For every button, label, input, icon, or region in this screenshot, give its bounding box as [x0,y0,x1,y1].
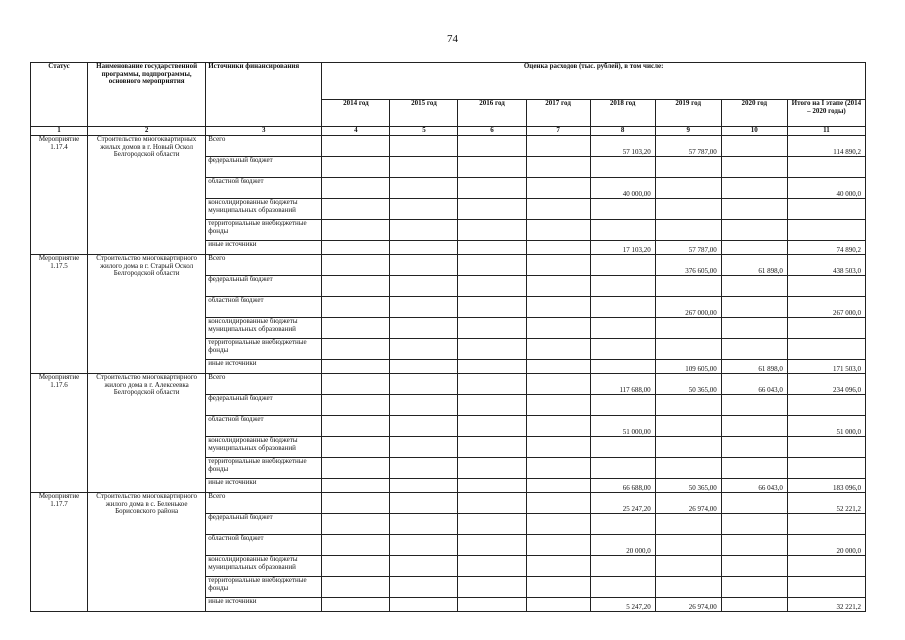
amount-cell [458,199,526,220]
amount-cell [655,318,721,339]
amount-cell [590,318,655,339]
status-cell: Мероприятие 1.17.7 [31,493,88,612]
header-year: 2018 год [590,100,655,127]
amount-cell [787,318,865,339]
amount-cell [390,395,458,416]
funding-source-cell: иные источники [206,598,322,612]
amount-cell [655,339,721,360]
amount-cell [322,374,390,395]
amount-cell [526,199,590,220]
amount-cell [655,276,721,297]
amount-cell [526,493,590,514]
amount-cell: 61 898,0 [721,360,787,374]
amount-cell [458,479,526,493]
amount-cell [526,220,590,241]
amount-cell [390,514,458,535]
amount-cell: 66 043,0 [721,374,787,395]
amount-cell [721,556,787,577]
amount-cell [721,178,787,199]
amount-cell [590,437,655,458]
amount-cell [322,241,390,255]
amount-cell [458,339,526,360]
amount-cell: 117 688,00 [590,374,655,395]
amount-cell [787,458,865,479]
amount-cell [322,339,390,360]
amount-cell [526,297,590,318]
amount-cell [590,577,655,598]
amount-cell [322,318,390,339]
amount-cell [458,395,526,416]
funding-source-cell: территориальные внебюджетные фонды [206,458,322,479]
amount-cell [458,437,526,458]
column-number: 7 [526,127,590,136]
funding-source-cell: Всего [206,136,322,157]
amount-cell [721,577,787,598]
amount-cell [787,157,865,178]
amount-cell: 109 605,00 [655,360,721,374]
amount-cell [458,598,526,612]
funding-source-cell: территориальные внебюджетные фонды [206,220,322,241]
column-number: 10 [721,127,787,136]
amount-cell [590,220,655,241]
amount-cell: 57 787,00 [655,136,721,157]
amount-cell [458,220,526,241]
amount-cell [322,276,390,297]
amount-cell [721,136,787,157]
amount-cell [526,241,590,255]
column-number: 11 [787,127,865,136]
amount-cell [721,339,787,360]
amount-cell [655,395,721,416]
amount-cell [458,416,526,437]
amount-cell [390,493,458,514]
amount-cell [458,136,526,157]
funding-source-cell: консолидированные бюджеты муниципальных образований [206,318,322,339]
amount-cell [721,318,787,339]
amount-cell [322,577,390,598]
status-cell: Мероприятие 1.17.6 [31,374,88,493]
amount-cell: 5 247,20 [590,598,655,612]
funding-source-cell: консолидированные бюджеты муниципальных образований [206,437,322,458]
amount-cell [390,479,458,493]
amount-cell [390,598,458,612]
amount-cell: 183 096,0 [787,479,865,493]
column-number: 3 [206,127,322,136]
amount-cell [655,157,721,178]
amount-cell [458,458,526,479]
page-number: 74 [447,33,458,45]
funding-source-cell: областной бюджет [206,297,322,318]
amount-cell [526,577,590,598]
amount-cell [322,255,390,276]
expenditure-table [30,62,866,612]
amount-cell [322,598,390,612]
amount-cell [526,479,590,493]
header-year: 2017 год [526,100,590,127]
amount-cell [458,318,526,339]
amount-cell [390,437,458,458]
amount-cell: 17 103,20 [590,241,655,255]
amount-cell [655,577,721,598]
amount-cell: 171 503,0 [787,360,865,374]
amount-cell [721,416,787,437]
amount-cell: 51 000,0 [787,416,865,437]
amount-cell [787,395,865,416]
amount-cell [322,535,390,556]
amount-cell [590,276,655,297]
amount-cell [526,255,590,276]
amount-cell: 57 103,20 [590,136,655,157]
amount-cell [526,136,590,157]
column-number-row [31,127,866,136]
amount-cell [390,276,458,297]
amount-cell [590,556,655,577]
amount-cell [655,458,721,479]
amount-cell [787,437,865,458]
amount-cell [390,458,458,479]
amount-cell [390,374,458,395]
amount-cell [390,556,458,577]
amount-cell [458,297,526,318]
amount-cell [590,360,655,374]
amount-cell [590,199,655,220]
amount-cell [390,360,458,374]
amount-cell [526,374,590,395]
column-number: 4 [322,127,390,136]
amount-cell [458,241,526,255]
amount-cell [322,514,390,535]
amount-cell: 20 000,0 [787,535,865,556]
column-number: 9 [655,127,721,136]
amount-cell [721,276,787,297]
amount-cell [526,458,590,479]
amount-cell [322,157,390,178]
amount-cell [526,339,590,360]
funding-source-cell: Всего [206,255,322,276]
amount-cell [526,360,590,374]
amount-cell [655,556,721,577]
table-body [31,136,866,612]
amount-cell [526,276,590,297]
amount-cell: 57 787,00 [655,241,721,255]
amount-cell [526,535,590,556]
amount-cell: 40 000,00 [590,178,655,199]
amount-cell [390,157,458,178]
amount-cell: 114 890,2 [787,136,865,157]
measure-name-cell: Строительство многоквартирного жилого дома в г. Алексеевка Белгородской области [88,374,206,493]
amount-cell: 51 000,00 [590,416,655,437]
amount-cell [390,297,458,318]
amount-cell [721,297,787,318]
amount-cell: 52 221,2 [787,493,865,514]
amount-cell: 40 000,0 [787,178,865,199]
amount-cell [390,178,458,199]
amount-cell [787,199,865,220]
amount-cell [458,535,526,556]
amount-cell [721,437,787,458]
amount-cell [787,339,865,360]
amount-cell [590,157,655,178]
amount-cell [390,577,458,598]
amount-cell: 26 974,00 [655,598,721,612]
amount-cell [322,178,390,199]
amount-cell: 61 898,0 [721,255,787,276]
amount-cell [390,535,458,556]
amount-cell [655,178,721,199]
amount-cell [655,437,721,458]
amount-cell [390,199,458,220]
column-number: 5 [390,127,458,136]
amount-cell [390,255,458,276]
amount-cell [787,220,865,241]
funding-source-cell: территориальные внебюджетные фонды [206,339,322,360]
funding-source-cell: иные источники [206,360,322,374]
amount-cell [721,458,787,479]
amount-cell: 50 365,00 [655,374,721,395]
amount-cell [526,178,590,199]
column-number: 6 [458,127,526,136]
amount-cell: 25 247,20 [590,493,655,514]
amount-cell [721,395,787,416]
amount-cell: 267 000,00 [655,297,721,318]
status-cell: Мероприятие 1.17.5 [31,255,88,374]
amount-cell [390,318,458,339]
amount-cell [590,297,655,318]
amount-cell [526,598,590,612]
status-cell: Мероприятие 1.17.4 [31,136,88,255]
amount-cell: 74 890,2 [787,241,865,255]
amount-cell: 234 096,0 [787,374,865,395]
amount-cell [655,535,721,556]
funding-source-cell: федеральный бюджет [206,395,322,416]
funding-source-cell: Всего [206,374,322,395]
header-year: 2016 год [458,100,526,127]
header-year: 2014 год [322,100,390,127]
amount-cell [458,157,526,178]
funding-source-cell: федеральный бюджет [206,276,322,297]
amount-cell [721,514,787,535]
amount-cell [322,395,390,416]
funding-source-cell: консолидированные бюджеты муниципальных образований [206,556,322,577]
amount-cell [526,416,590,437]
amount-cell [322,493,390,514]
amount-cell [721,598,787,612]
amount-cell [655,220,721,241]
funding-source-cell: федеральный бюджет [206,514,322,535]
funding-source-cell: консолидированные бюджеты муниципальных образований [206,199,322,220]
amount-cell: 438 503,0 [787,255,865,276]
header-name: Наименование государственной программы, подпрограммы, основного мероприятия [88,63,206,127]
table-row [31,136,866,157]
amount-cell [458,276,526,297]
amount-cell [458,577,526,598]
amount-cell [526,514,590,535]
amount-cell [721,157,787,178]
funding-source-cell: иные источники [206,479,322,493]
amount-cell [655,416,721,437]
amount-cell: 376 605,00 [655,255,721,276]
amount-cell [721,241,787,255]
header-year-total: Итого на I этапе (2014 – 2020 годы) [787,100,865,127]
header-status: Статус [31,63,88,127]
amount-cell [390,136,458,157]
amount-cell [322,136,390,157]
funding-source-cell: областной бюджет [206,416,322,437]
header-row [31,63,866,100]
amount-cell [590,339,655,360]
header-estimate: Оценка расходов (тыс. рублей), в том числе: [322,63,866,100]
amount-cell [526,157,590,178]
amount-cell: 66 688,00 [590,479,655,493]
measure-name-cell: Строительство многоквартирного жилого дома в г. Старый Оскол Белгородской области [88,255,206,374]
amount-cell [526,318,590,339]
amount-cell [458,556,526,577]
funding-source-cell: федеральный бюджет [206,157,322,178]
amount-cell [655,514,721,535]
amount-cell [322,297,390,318]
amount-cell [322,437,390,458]
amount-cell [458,374,526,395]
amount-cell [458,493,526,514]
amount-cell [458,360,526,374]
amount-cell [721,199,787,220]
amount-cell [590,514,655,535]
funding-source-cell: областной бюджет [206,535,322,556]
amount-cell [322,416,390,437]
column-number: 1 [31,127,88,136]
amount-cell [655,199,721,220]
amount-cell [390,241,458,255]
header-year: 2015 год [390,100,458,127]
amount-cell: 26 974,00 [655,493,721,514]
funding-source-cell: иные источники [206,241,322,255]
amount-cell [787,577,865,598]
header-year: 2019 год [655,100,721,127]
amount-cell [590,255,655,276]
amount-cell [526,437,590,458]
column-number: 8 [590,127,655,136]
column-number: 2 [88,127,206,136]
amount-cell [322,199,390,220]
amount-cell [390,416,458,437]
amount-cell: 20 000,0 [590,535,655,556]
table-row [31,493,866,514]
amount-cell [390,339,458,360]
amount-cell [526,556,590,577]
amount-cell: 66 043,0 [721,479,787,493]
measure-name-cell: Строительство многоквартирного жилого дома в с. Беленькое Борисовского района [88,493,206,612]
amount-cell [322,458,390,479]
table-row [31,255,866,276]
amount-cell [458,178,526,199]
funding-source-cell: областной бюджет [206,178,322,199]
header-year: 2020 год [721,100,787,127]
amount-cell [458,514,526,535]
amount-cell [322,479,390,493]
amount-cell [721,220,787,241]
amount-cell [526,395,590,416]
measure-name-cell: Строительство многоквартирных жилых домов в г. Новый Оскол Белгородской области [88,136,206,255]
amount-cell [458,255,526,276]
amount-cell [590,395,655,416]
amount-cell: 32 221,2 [787,598,865,612]
header-sources: Источники финансирования [206,63,322,127]
amount-cell [721,535,787,556]
amount-cell [322,556,390,577]
amount-cell [390,220,458,241]
amount-cell [787,514,865,535]
amount-cell: 50 365,00 [655,479,721,493]
amount-cell [322,360,390,374]
table-row [31,374,866,395]
amount-cell [787,556,865,577]
amount-cell [590,458,655,479]
amount-cell [721,493,787,514]
amount-cell [322,220,390,241]
funding-source-cell: Всего [206,493,322,514]
amount-cell: 267 000,0 [787,297,865,318]
amount-cell [787,276,865,297]
funding-source-cell: территориальные внебюджетные фонды [206,577,322,598]
